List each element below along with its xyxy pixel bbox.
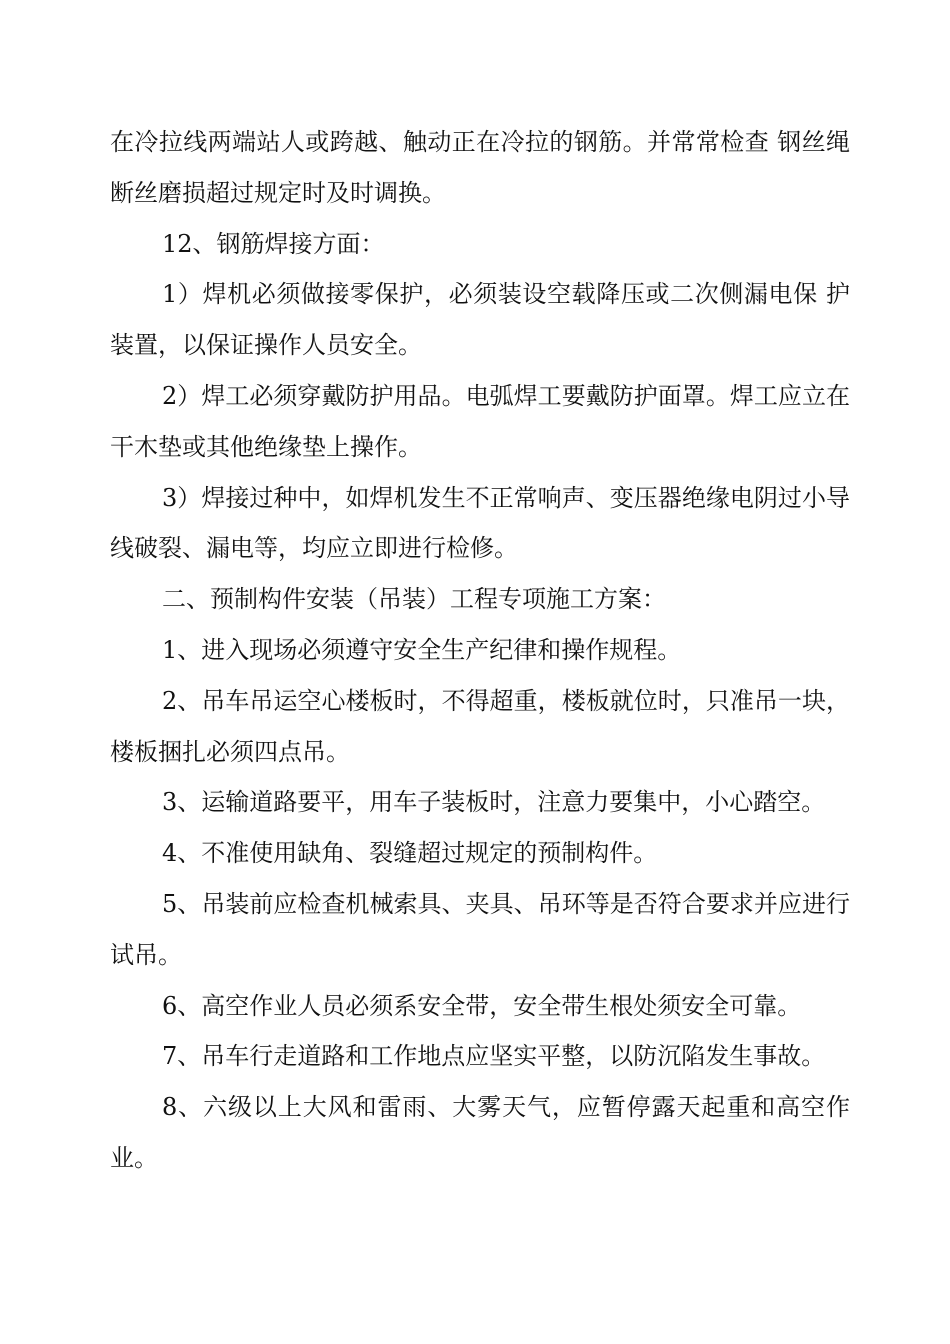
paragraph-rule-4: 4、不准使用缺角、裂缝超过规定的预制构件。 xyxy=(162,839,658,868)
paragraph-rule-5: 5、吊装前应检查机械索具、夹具、吊环等是否符合要求并应进行试吊。 xyxy=(110,889,850,969)
paragraph-rule-6: 6、高空作业人员必须系安全带，安全带生根处须安全可靠。 xyxy=(162,991,802,1020)
paragraph-rule-1: 1、进入现场必须遵守安全生产纪律和操作规程。 xyxy=(162,635,682,664)
paragraph-item-1: 1）焊机必须做接零保护，必须装设空载降压或二次侧漏电保 护装置，以保证操作人员安全。 xyxy=(110,280,850,360)
document-page xyxy=(110,117,850,1184)
paragraph-rule-2: 2、吊车吊运空心楼板时，不得超重，楼板就位时，只准吊一块，楼板捆扎必须四点吊。 xyxy=(110,686,850,766)
paragraph-item-2: 2）焊工必须穿戴防护用品。电弧焊工要戴防护面罩。焊工应立在干木垫或其他绝缘垫上操作。 xyxy=(110,381,850,461)
paragraph-rule-3: 3、运输道路要平，用车子装板时，注意力要集中，小心踏空。 xyxy=(162,788,826,817)
paragraph-continuation: 在冷拉线两端站人或跨越、触动正在冷拉的钢筋。并常常检查 钢丝绳断丝磨损超过规定时及时调换。 xyxy=(110,128,850,207)
paragraph-rule-8: 8、六级以上大风和雷雨、大雾天气，应暂停露天起重和高空作业。 xyxy=(110,1093,850,1172)
paragraph-rule-7: 7、吊车行走道路和工作地点应坚实平整，以防沉陷发生事故。 xyxy=(162,1042,826,1071)
paragraph-item-3: 3）焊接过种中，如焊机发生不正常响声、变压器绝缘电阴过小导线破裂、漏电等，均应立即进行检修。 xyxy=(110,483,850,563)
paragraph-section-12-heading: 12、钢筋焊接方面： xyxy=(162,229,385,258)
paragraph-section-two-heading: 二、预制构件安装（吊装）工程专项施工方案： xyxy=(162,585,666,614)
